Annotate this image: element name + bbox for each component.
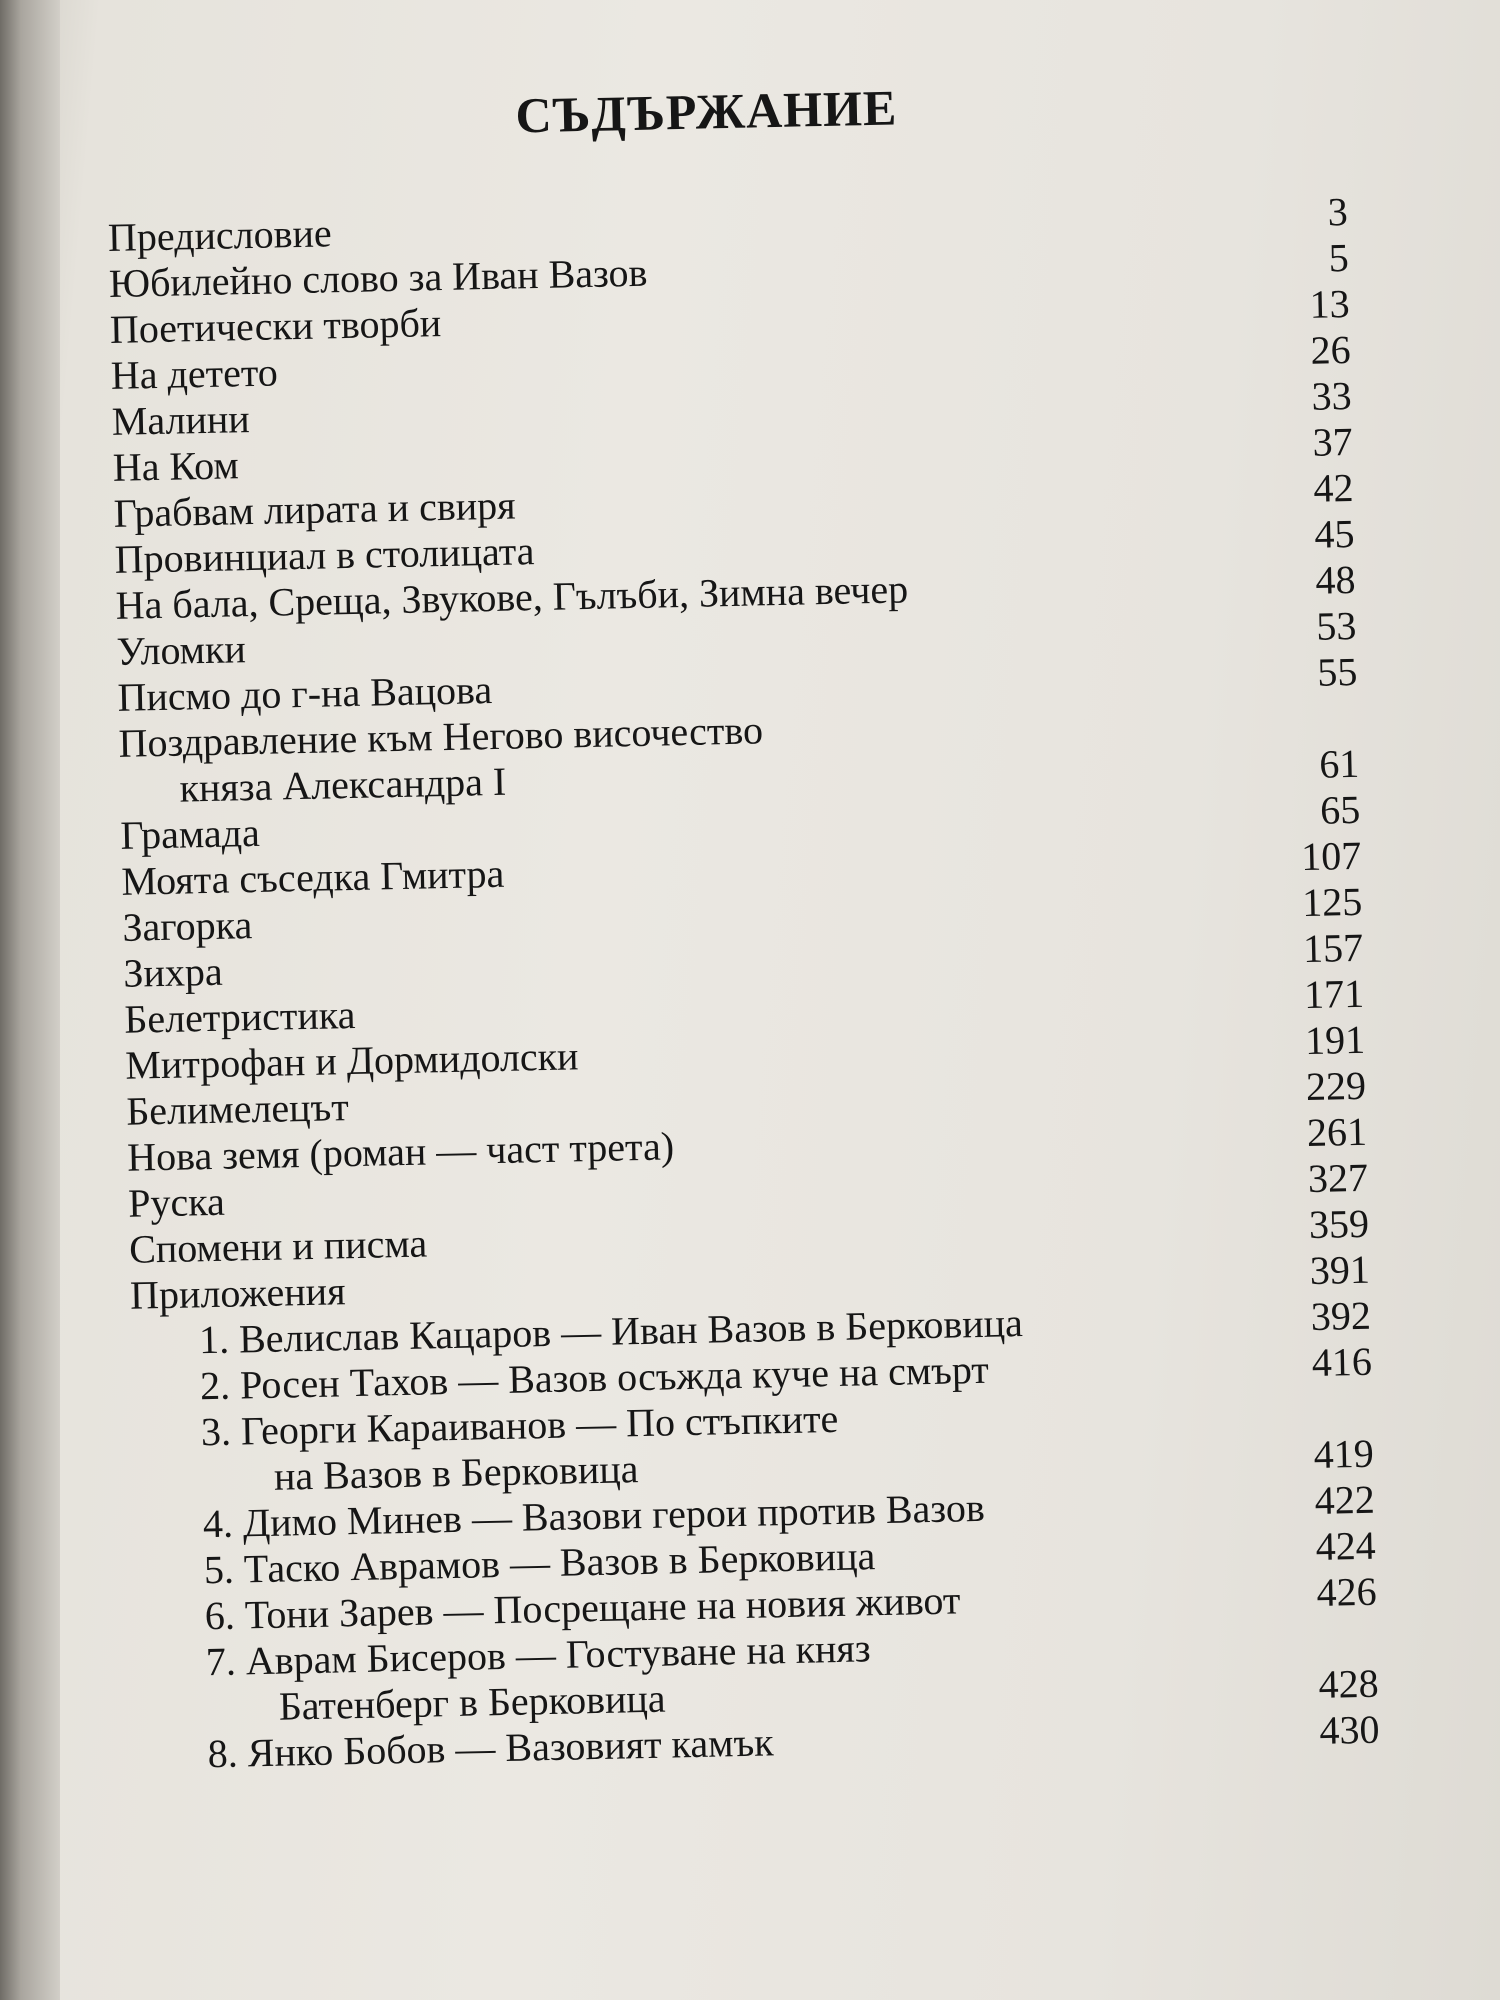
toc-entry-title: 2. Росен Тахов — Вазов осъжда куче на смърт [199,1346,990,1409]
toc-entry-title: Предисловие [107,210,333,260]
toc-entry-page: 419 [1313,1430,1375,1477]
table-of-contents [105,69,1380,1777]
toc-entry-title: Белимелецът [125,1084,350,1134]
toc-entry-title: Юбилейно слово за Иван Вазов [108,249,648,306]
toc-entry-page: 125 [1301,878,1363,926]
toc-entry-title: Малини [111,396,251,444]
toc-entry-title: Руска [127,1178,226,1226]
toc-entry-title: Грабвам лирата и свиря [113,482,516,536]
toc-entry-title: Зихра [122,948,224,996]
toc-entry-title: 7. Аврам Бисеров — Гостуване на княз [205,1625,872,1685]
toc-entry-title: На детето [110,349,279,398]
toc-entry-title: Поздравление към Негово височество [118,707,764,766]
toc-entry-page: 261 [1306,1108,1368,1156]
toc-entry-page: 327 [1307,1154,1369,1202]
toc-entry-page: 191 [1304,1016,1366,1064]
toc-entry-page: 424 [1315,1522,1377,1569]
toc-entry-page: 5 [1328,234,1350,281]
toc-entry-page: 13 [1309,280,1351,327]
toc-entry-page: 430 [1319,1706,1380,1753]
toc-entry-page: 229 [1305,1062,1367,1110]
toc-entry-title: Батенберг в Берковица [278,1675,666,1729]
toc-entry-page: 391 [1309,1246,1371,1294]
toc-entry-page: 26 [1310,326,1352,373]
toc-entry-title: на Вазов в Берковица [273,1446,639,1499]
toc-entry-page: 61 [1318,740,1360,787]
toc-entry-page: 428 [1318,1660,1380,1707]
toc-entry-page: 392 [1310,1292,1372,1340]
toc-entry-page: 37 [1312,418,1354,465]
toc-entry-page: 53 [1315,602,1357,649]
toc-entry-page: 48 [1314,556,1356,603]
toc-entry-title: 3. Георги Караиванов — По стъпките [200,1395,839,1455]
toc-entry-page: 65 [1319,786,1361,833]
toc-entry-title: Грамада [120,809,261,858]
toc-entry-title: Уломки [116,626,247,674]
toc-entry-title: 8. Янко Бобов — Вазовият камък [207,1719,774,1777]
toc-entry-title: Белетристика [123,991,356,1042]
toc-entry-title: Нова земя (роман — част трета) [126,1123,675,1180]
toc-entry-title: На бала, Среща, Звукове, Гълъби, Зимна вечер [115,566,909,628]
toc-entry-title: Приложения [129,1268,346,1318]
toc-entry-title: Поетически творби [109,300,442,352]
toc-entry-title: Писмо до г-на Вацова [117,667,493,720]
toc-entry-page: 171 [1303,970,1365,1018]
page-title: СЪДЪРЖАНИЕ [514,79,898,144]
toc-entry-title: Провинциал в столицата [114,528,535,582]
toc-entry-title: Загорка [121,902,253,950]
toc-entry-page: 55 [1316,648,1358,695]
toc-entry-page: 42 [1313,464,1354,511]
toc-entry-title: На Ком [112,442,240,490]
toc-entry-page: 3 [1327,189,1349,235]
toc-entry-page: 416 [1311,1338,1373,1385]
toc-entry-title: Митрофан и Дормидолски [124,1033,579,1088]
toc-entry-page: 107 [1300,832,1362,880]
toc-entry-page: 359 [1308,1200,1370,1248]
toc-entry-title: 5. Таско Аврамов — Вазов в Берковица [203,1533,876,1593]
toc-entry-page: 33 [1311,372,1353,419]
toc-entry-page: 157 [1302,924,1364,972]
toc-entry-title: 6. Тони Зарев — Посрещане на новия живот [204,1577,961,1639]
toc-entry-page: 426 [1316,1568,1378,1615]
toc-entry-page: 45 [1313,510,1355,557]
book-gutter [0,0,60,2000]
toc-entry-page: 422 [1314,1476,1376,1523]
toc-entry-title: княза Александра I [179,758,507,811]
toc-entry-title: 4. Димо Минев — Вазови герои против Вазов [202,1484,986,1547]
toc-entry-title: Спомени и писма [128,1220,428,1272]
toc-entry-title: Моята съседка Гмитра [121,850,505,904]
toc-entry-title: 1. Велислав Кацаров — Иван Вазов в Берковица [198,1300,1024,1363]
